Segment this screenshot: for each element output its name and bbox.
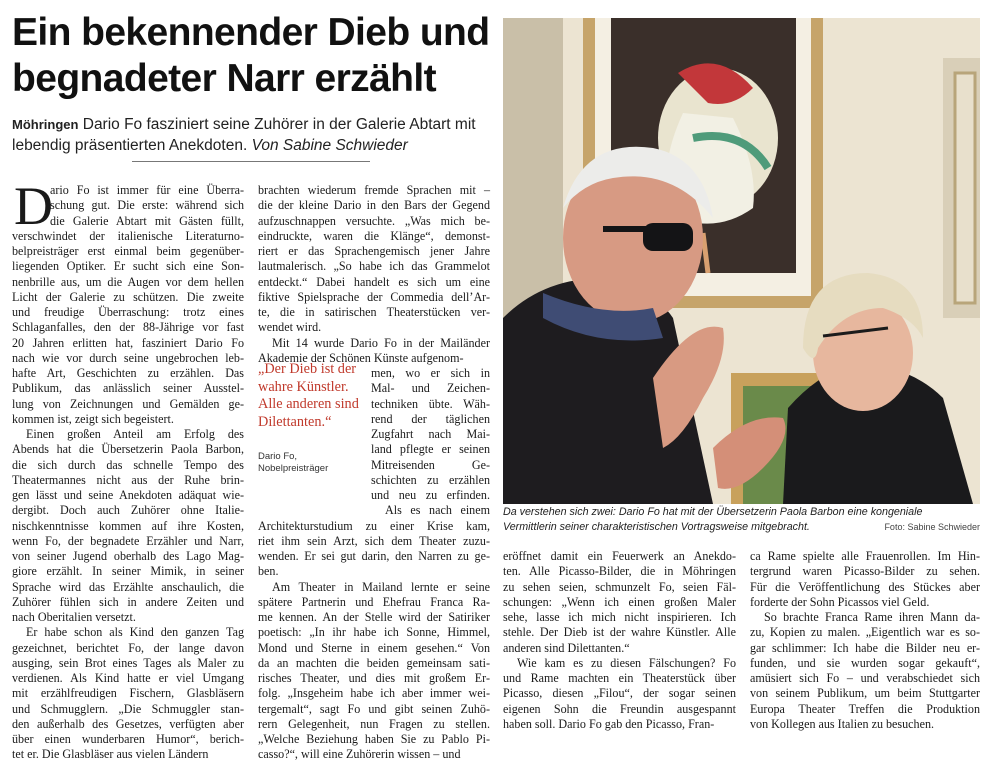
text-line: und Schmugglern. „Die Schmuggler stan- — [12, 701, 244, 716]
text-line: wendet wird. — [258, 320, 322, 335]
drop-cap: D — [14, 176, 53, 236]
text-line: fiktive Spielsprache der Commedia dell’Ar- — [258, 289, 490, 304]
headline-line-1: Ein bekennender Dieb und — [12, 11, 490, 54]
text-line: Für die Veröffentlichung des Stückes aber — [750, 579, 980, 594]
text-line: brachten wiederum fremde Sprachen mit – — [258, 183, 490, 197]
text-line: Mit 14 wurde Dario Fo in der Mailänder — [272, 335, 490, 350]
text-line: ario Fo ist immer für eine Überra- — [50, 183, 244, 197]
text-line: und Rame machten ein Theaterstück über — [503, 671, 736, 685]
text-line: von seiner Jugend oberhalb des Lago Mag- — [12, 549, 244, 563]
text-line: Architekturstudium zu einer Krise kam, — [258, 518, 490, 533]
text-line: Licht der Galerie zu schützen. Die zweite — [12, 289, 244, 304]
text-line: von Kollegen aus Italien zu besuchen. — [750, 716, 935, 731]
text-line: zu sehen seien, schmunzelt Fo, seien Fäl- — [503, 579, 736, 594]
text-line: So brachte Franca Rame ihren Mann da- — [764, 610, 980, 624]
text-line: men, wo er sich in — [371, 366, 490, 380]
text-line: me kennen. An der Stelle wird der Satiriker — [258, 610, 490, 624]
text-line: wenden. Er sei gut darin, den Narren zu ge- — [258, 549, 490, 563]
text-line: tergemalt“, sagt Fo und gibt seinen Zuhö- — [258, 701, 490, 716]
text-line: ausging, sein Brot eines Tages als Maler zu — [12, 655, 244, 670]
column-2-narrow — [371, 366, 490, 519]
pull-quote-author-title: Nobelpreisträger — [258, 463, 329, 474]
text-line: amüsiert sich Fo – und verabschiedet sich — [750, 671, 980, 685]
headline-line-2: begnadeter Narr erzählt — [12, 57, 436, 100]
text-line: zu, Kopien zu malen. „Eigentlich war es so- — [750, 625, 980, 640]
text-line: da an machten die beiden gemeinsam sati- — [258, 655, 490, 670]
text-line: die der kleine Dario in den Bars der Gegend — [258, 198, 490, 213]
text-line: Zuhörer fühlen sich in andere Zeiten und — [12, 594, 244, 609]
text-line: Europa Theater Treffen die Produktion — [750, 701, 980, 716]
text-line: casso?“, will eine Zuhörerin wissen – und — [258, 747, 461, 762]
text-line: den außerhalb des Gesetzes, verfügten aber — [12, 716, 244, 731]
text-line: rern Gelegenheit, nun Fragen zu stellen. — [258, 716, 490, 731]
text-line: nach wie vor durch seine ungebrochen leb- — [12, 350, 244, 365]
text-line: eindruckte, waren die Klänge“, demonst- — [258, 228, 490, 243]
text-line: gezeichnet, berichtet Fo, der lange davon — [12, 640, 244, 655]
text-line: die Galerie Abtart mit Gästen füllt, — [50, 213, 244, 228]
text-line: die sich durch das schnelle Tempo des — [12, 457, 244, 472]
text-line: schungen: „Wenn ich einen großen Maler — [503, 594, 736, 609]
text-line: land pflegte er seinen — [371, 442, 490, 457]
text-line: kommen ist, zeigt sich begeistert. — [12, 411, 174, 426]
text-line: Einen großen Anteil am Erfolg des — [26, 427, 244, 441]
text-line: eigenen Sohn die Freundin ausgespannt — [503, 701, 736, 716]
photo-illustration — [503, 18, 980, 504]
text-line: folg. „Insgeheim habe ich aber immer wei- — [258, 686, 490, 701]
text-line: Er habe schon als Kind den ganzen Tag — [26, 625, 244, 640]
column-3 — [503, 549, 736, 732]
byline: Von Sabine Schwieder — [251, 137, 408, 154]
text-line: tet er. Die Glasbläser aus vielen Ländern — [12, 747, 209, 762]
text-line: Zugfahrt nach Mai- — [371, 427, 490, 441]
text-line: dergibt. Doch auch Zuhörer ohne Italie- — [12, 503, 244, 518]
text-line: entdeckt.“ Dabei handelt es sich um eine — [258, 274, 490, 289]
text-line: liegenden Optiker. Er sucht sich eine Son- — [12, 259, 244, 274]
text-line: Abends hat die Übersetzerin Paola Barbon, — [12, 442, 244, 457]
photo-caption-line-2: Vermittlerin seiner charakteristischen Vortragsweise mitgebracht. — [503, 521, 810, 533]
text-line: Als es nach einem — [385, 503, 490, 518]
text-line: Sprache wird das Erzählte anschaulich, die — [12, 579, 244, 594]
text-line: aufzuschnappen versuchte. „Was mich be- — [258, 213, 490, 228]
pull-quote-author: Dario Fo, — [258, 451, 298, 462]
text-line: spätere Partnerin und Ehefrau Franca Ra- — [258, 594, 490, 609]
text-line: ben. — [258, 564, 279, 579]
text-line: lautmalerisch. „So habe ich das Grammelot — [258, 259, 490, 274]
photo-caption — [503, 505, 980, 535]
text-line: eröffnet damit ein Feuerwerk an Anekdo- — [503, 549, 736, 563]
divider-rule — [132, 161, 370, 162]
text-line: und freudige Überraschung: trotz eines — [12, 305, 244, 319]
text-line: Mond und Sterne in einem gesehen.“ Von — [258, 640, 490, 655]
text-line: „Welche Beziehung haben Sie zu Pablo Pi- — [258, 732, 490, 746]
pull-quote-source — [258, 451, 368, 475]
text-line: riert er das Sprachengemisch jener Jahre — [258, 244, 490, 258]
column-1-top — [50, 183, 244, 229]
text-line: haben soll. Dario Fo gab den Picasso, Fran- — [503, 716, 715, 731]
text-line: funden, und sie wurden sogar gekauft“, — [750, 655, 980, 670]
article-photo — [503, 18, 980, 504]
text-line: verschwindet der italienische Literaturno- — [12, 228, 244, 243]
photo-credit: Foto: Sabine Schwieder — [884, 522, 980, 532]
text-line: Publikum, das anlässlich seiner Ausstel- — [12, 381, 244, 396]
text-line: gen lässt und seine Anekdoten adäquat wie- — [12, 488, 244, 502]
text-line: wenn Fo, der begnadete Erzähler und Narr, — [12, 533, 244, 548]
text-line: 20 Jahren erlitten hat, fasziniert Dario Fo — [12, 335, 244, 350]
text-line: poetisch: „In ihr habe ich Sonne, Himmel, — [258, 625, 490, 640]
text-line: lung von Zeichnungen und Gemälden ge- — [12, 396, 244, 411]
text-line: nach Oberitalien versetzt. — [12, 610, 136, 624]
text-line: Mitreisenden Ge- — [371, 457, 490, 472]
pull-quote: „Der Dieb ist der wahre Künstler. Alle anderen sind Dilettanten.“ — [258, 361, 359, 430]
headline — [12, 10, 492, 102]
text-line: rend der täglichen — [371, 411, 490, 426]
text-line: nischkenntnisse kommen auf ihre Kosten, — [12, 518, 244, 533]
text-line: ca Rame spielte alle Frauenrollen. Im Hin- — [750, 549, 980, 563]
subheadline — [12, 114, 492, 156]
column-2-top — [258, 183, 490, 366]
text-line: anderen sind Dilettanten.“ — [503, 640, 630, 655]
text-line: von seinem Publikum, um beim Stuttgarter — [750, 686, 980, 701]
text-line: giore erzählt. In seiner Mimik, in seiner — [12, 564, 244, 579]
text-line: gar schlimmer: Ich habe die Bilder neu er- — [750, 640, 980, 655]
photo-caption-line-1: Da verstehen sich zwei: Dario Fo hat mit der Übersetzerin Paola Barbon eine kongeniale — [503, 506, 923, 518]
text-line: Wie kam es zu diesen Fälschungen? Fo — [517, 655, 736, 670]
text-line: hafte Art, Geschichten zu erzählen. Das — [12, 366, 244, 380]
text-line: nenbrille aus, um die Augen vor dem hellen — [12, 274, 244, 289]
text-line: Schlaganfalles, den der 88-Jährige vor fast — [12, 320, 244, 335]
text-line: verdienen. Als Kind hatte er viel Umgang — [12, 671, 244, 685]
text-line: schung gut. Die erste: während sich — [50, 198, 244, 213]
column-1 — [12, 229, 244, 763]
text-line: Picasso, diesen „Filou“, der sogar seinen — [503, 686, 736, 701]
text-line: sehe, lasse ich mich nicht inspirieren. Ich — [503, 610, 736, 624]
text-line: und neu zu erfinden. — [371, 488, 490, 502]
text-line: te, die in satirischen Theaterstücken ver- — [258, 305, 490, 319]
text-line: schichten zu erzählen — [371, 472, 490, 487]
text-line: ten. Alle Picasso-Bilder, die in Möhringen — [503, 564, 736, 579]
text-line: Akademie der Schönen Künste aufgenom- — [258, 350, 464, 365]
column-4 — [750, 549, 980, 732]
column-2-bottom — [258, 519, 490, 763]
text-line: Am Theater in Mailand lernte er seine — [272, 579, 490, 594]
location-tag: Möhringen — [12, 117, 79, 132]
text-line: riet ihm sein Arzt, sich dem Theater zuzu- — [258, 533, 490, 548]
text-line: stehle. Der Dieb ist der wahre Künstler. Alle — [503, 625, 736, 640]
dek-text-1: Dario Fo fasziniert seine Zuhörer in der Galerie Abtart mit — [78, 116, 476, 133]
text-line: mit erzählfreudigen Fischern, Glasbläsern — [12, 686, 244, 701]
text-line: über einen wunderbaren Humor“, berich- — [12, 732, 244, 746]
text-line: Mal- und Zeichen- — [371, 381, 490, 396]
text-line: risches Theater, und dies mit großem Er- — [258, 671, 490, 685]
text-line: tergrund waren Picasso-Bilder zu sehen. — [750, 564, 980, 579]
text-line: belpreisträger erst einmal beim gegenüber- — [12, 244, 244, 258]
text-line: forderte der Sohn Picassos viel Geld. — [750, 594, 930, 609]
text-line: techniken übte. Wäh- — [371, 396, 490, 411]
dek-text-2: lebendig präsentierten Anekdoten. — [12, 137, 252, 154]
text-line: Theatermannes nicht aus der Ruhe brin- — [12, 472, 244, 487]
